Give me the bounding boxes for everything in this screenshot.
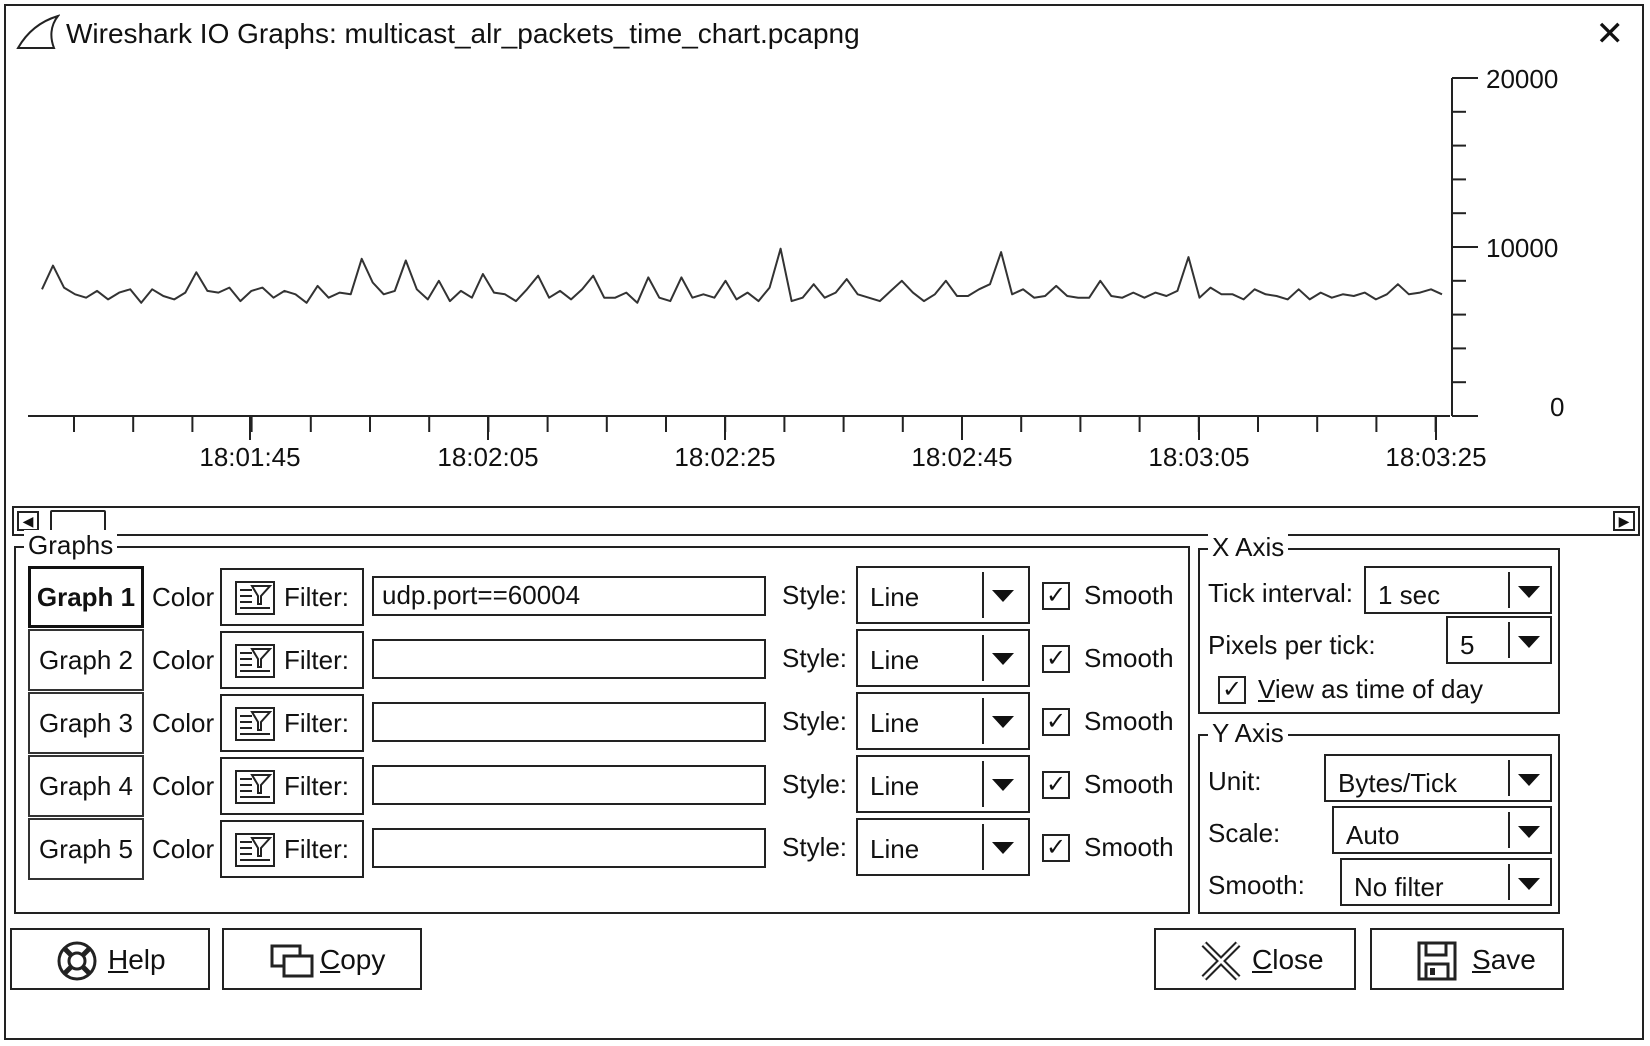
graph-4-smooth-checkbox[interactable]: ✓ — [1042, 771, 1070, 799]
graph-4-filter-input[interactable] — [372, 765, 766, 805]
tick-interval-label: Tick interval: — [1208, 578, 1353, 608]
graph-2-style-label: Style: — [782, 643, 848, 673]
filter-icon — [234, 769, 276, 805]
graph-5-smooth-label: Smooth — [1084, 832, 1174, 862]
graph-1-filter-input[interactable]: udp.port==60004 — [372, 576, 766, 616]
chevron-down-icon — [1518, 636, 1540, 648]
close-window-icon[interactable]: ✕ — [1595, 15, 1624, 53]
chevron-down-icon — [992, 653, 1014, 665]
graph-1-style-value: Line — [870, 582, 920, 612]
graph-1-filter-button[interactable] — [220, 568, 364, 626]
pixels-per-tick-label: Pixels per tick: — [1208, 630, 1376, 660]
graph-3-smooth-checkbox[interactable]: ✓ — [1042, 708, 1070, 736]
tick-interval-value: 1 sec — [1378, 580, 1441, 610]
graph-2-filter-button[interactable] — [220, 631, 364, 689]
copy-icon — [270, 944, 316, 980]
smooth-filter-label: Smooth: — [1208, 870, 1305, 900]
filter-icon — [234, 706, 276, 742]
chevron-down-icon — [1518, 826, 1540, 838]
y-tick-label: 10000 — [1486, 233, 1559, 263]
graph-1-filter-label: Filter: — [284, 582, 349, 612]
title-bar — [6, 6, 1642, 56]
graph-3-button[interactable]: Graph 3 — [28, 692, 144, 754]
graph-4-style-select[interactable] — [856, 755, 1030, 813]
y-axis-group — [1198, 718, 1560, 914]
x-tick-label: 18:01:45 — [199, 442, 301, 472]
graph-3-filter-input[interactable] — [372, 702, 766, 742]
chevron-down-icon — [1518, 878, 1540, 890]
smooth-filter-select[interactable] — [1340, 858, 1552, 906]
pixels-per-tick-select[interactable] — [1446, 616, 1552, 664]
y-axis-group-legend: Y Axis — [1208, 718, 1288, 749]
floppy-disk-icon — [1416, 940, 1458, 982]
lifebuoy-icon — [56, 940, 98, 982]
pixels-per-tick-value: 5 — [1460, 630, 1475, 660]
close-label: Close — [1252, 944, 1324, 975]
graph-2-smooth-checkbox[interactable]: ✓ — [1042, 645, 1070, 673]
graph-1-smooth-label: Smooth — [1084, 580, 1174, 610]
smooth-filter-value: No filter — [1354, 872, 1444, 902]
graph-4-style-label: Style: — [782, 769, 848, 799]
chevron-down-icon — [992, 590, 1014, 602]
graph-4-color-label[interactable]: Color — [152, 771, 215, 801]
chevron-down-icon — [992, 716, 1014, 728]
y-tick-label: 20000 — [1486, 64, 1559, 94]
series-line — [42, 249, 1442, 303]
graph-5-filter-button[interactable] — [220, 820, 364, 878]
graph-5-button[interactable]: Graph 5 — [28, 818, 144, 880]
y-tick-label: 0 — [1550, 392, 1565, 422]
graph-3-color-label[interactable]: Color — [152, 708, 215, 738]
chevron-down-icon — [992, 779, 1014, 791]
view-time-of-day-label: View as time of day — [1258, 674, 1483, 704]
chevron-down-icon — [1518, 774, 1540, 786]
unit-select[interactable] — [1324, 754, 1552, 802]
graph-4-filter-button[interactable] — [220, 757, 364, 815]
graph-3-style-label: Style: — [782, 706, 848, 736]
x-axis-group — [1198, 532, 1560, 714]
view-time-of-day-checkbox[interactable]: ✓ — [1218, 676, 1246, 704]
graph-1-style-label: Style: — [782, 580, 848, 610]
graphs-group-legend: Graphs — [24, 530, 117, 561]
copy-label: Copy — [320, 944, 386, 975]
graph-2-filter-label: Filter: — [284, 645, 349, 675]
graph-2-color-label[interactable]: Color — [152, 645, 215, 675]
copy-button[interactable] — [222, 928, 422, 990]
graph-1-button[interactable]: Graph 1 — [28, 566, 144, 628]
graph-2-style-value: Line — [870, 645, 920, 675]
help-label: Help — [108, 944, 166, 975]
scroll-right-arrow-icon[interactable]: ▶ — [1613, 511, 1635, 531]
graph-2-style-select[interactable] — [856, 629, 1030, 687]
graph-5-filter-label: Filter: — [284, 834, 349, 864]
scale-value: Auto — [1346, 820, 1400, 850]
help-button[interactable] — [10, 928, 210, 990]
x-axis-group-legend: X Axis — [1208, 532, 1288, 563]
chevron-down-icon — [1518, 586, 1540, 598]
chart-svg — [6, 56, 1642, 504]
save-button[interactable] — [1370, 928, 1564, 990]
wireshark-fin-icon — [16, 14, 60, 50]
graph-4-smooth-label: Smooth — [1084, 769, 1174, 799]
graph-1-color-label[interactable]: Color — [152, 582, 215, 612]
graph-1-style-select[interactable] — [856, 566, 1030, 624]
graph-2-smooth-label: Smooth — [1084, 643, 1174, 673]
graph-5-smooth-checkbox[interactable]: ✓ — [1042, 834, 1070, 862]
x-tick-label: 18:02:05 — [437, 442, 539, 472]
unit-value: Bytes/Tick — [1338, 768, 1457, 798]
graph-5-style-label: Style: — [782, 832, 848, 862]
close-icon — [1200, 940, 1242, 982]
graph-5-filter-input[interactable] — [372, 828, 766, 868]
io-graph-chart — [6, 56, 1642, 504]
graph-2-button[interactable]: Graph 2 — [28, 629, 144, 691]
x-tick-label: 18:02:45 — [911, 442, 1013, 472]
window-title: Wireshark IO Graphs: multicast_alr_packets_time_chart.pcapng — [66, 18, 860, 49]
graph-3-style-select[interactable] — [856, 692, 1030, 750]
graph-4-button[interactable]: Graph 4 — [28, 755, 144, 817]
graph-3-filter-button[interactable] — [220, 694, 364, 752]
tick-interval-select[interactable] — [1364, 566, 1552, 614]
graph-5-style-select[interactable] — [856, 818, 1030, 876]
scroll-thumb[interactable] — [50, 510, 106, 532]
graph-3-style-value: Line — [870, 708, 920, 738]
graphs-group — [14, 530, 1190, 914]
unit-label: Unit: — [1208, 766, 1262, 796]
graph-5-color-label[interactable]: Color — [152, 834, 215, 864]
graph-2-filter-input[interactable] — [372, 639, 766, 679]
chart-horizontal-scrollbar[interactable] — [12, 506, 1640, 536]
filter-icon — [234, 643, 276, 679]
graph-3-smooth-label: Smooth — [1084, 706, 1174, 736]
scale-select[interactable] — [1332, 806, 1552, 854]
filter-icon — [234, 832, 276, 868]
x-tick-label: 18:03:05 — [1148, 442, 1250, 472]
scroll-left-arrow-icon[interactable]: ◀ — [17, 511, 39, 531]
x-tick-label: 18:03:25 — [1385, 442, 1487, 472]
io-graphs-window — [4, 4, 1644, 1040]
x-tick-label: 18:02:25 — [674, 442, 776, 472]
filter-icon — [234, 580, 276, 616]
close-button[interactable] — [1154, 928, 1356, 990]
chevron-down-icon — [992, 842, 1014, 854]
graph-5-style-value: Line — [870, 834, 920, 864]
graph-4-style-value: Line — [870, 771, 920, 801]
save-label: Save — [1472, 944, 1536, 975]
graph-1-smooth-checkbox[interactable]: ✓ — [1042, 582, 1070, 610]
graph-4-filter-label: Filter: — [284, 771, 349, 801]
scale-label: Scale: — [1208, 818, 1281, 848]
graph-3-filter-label: Filter: — [284, 708, 349, 738]
